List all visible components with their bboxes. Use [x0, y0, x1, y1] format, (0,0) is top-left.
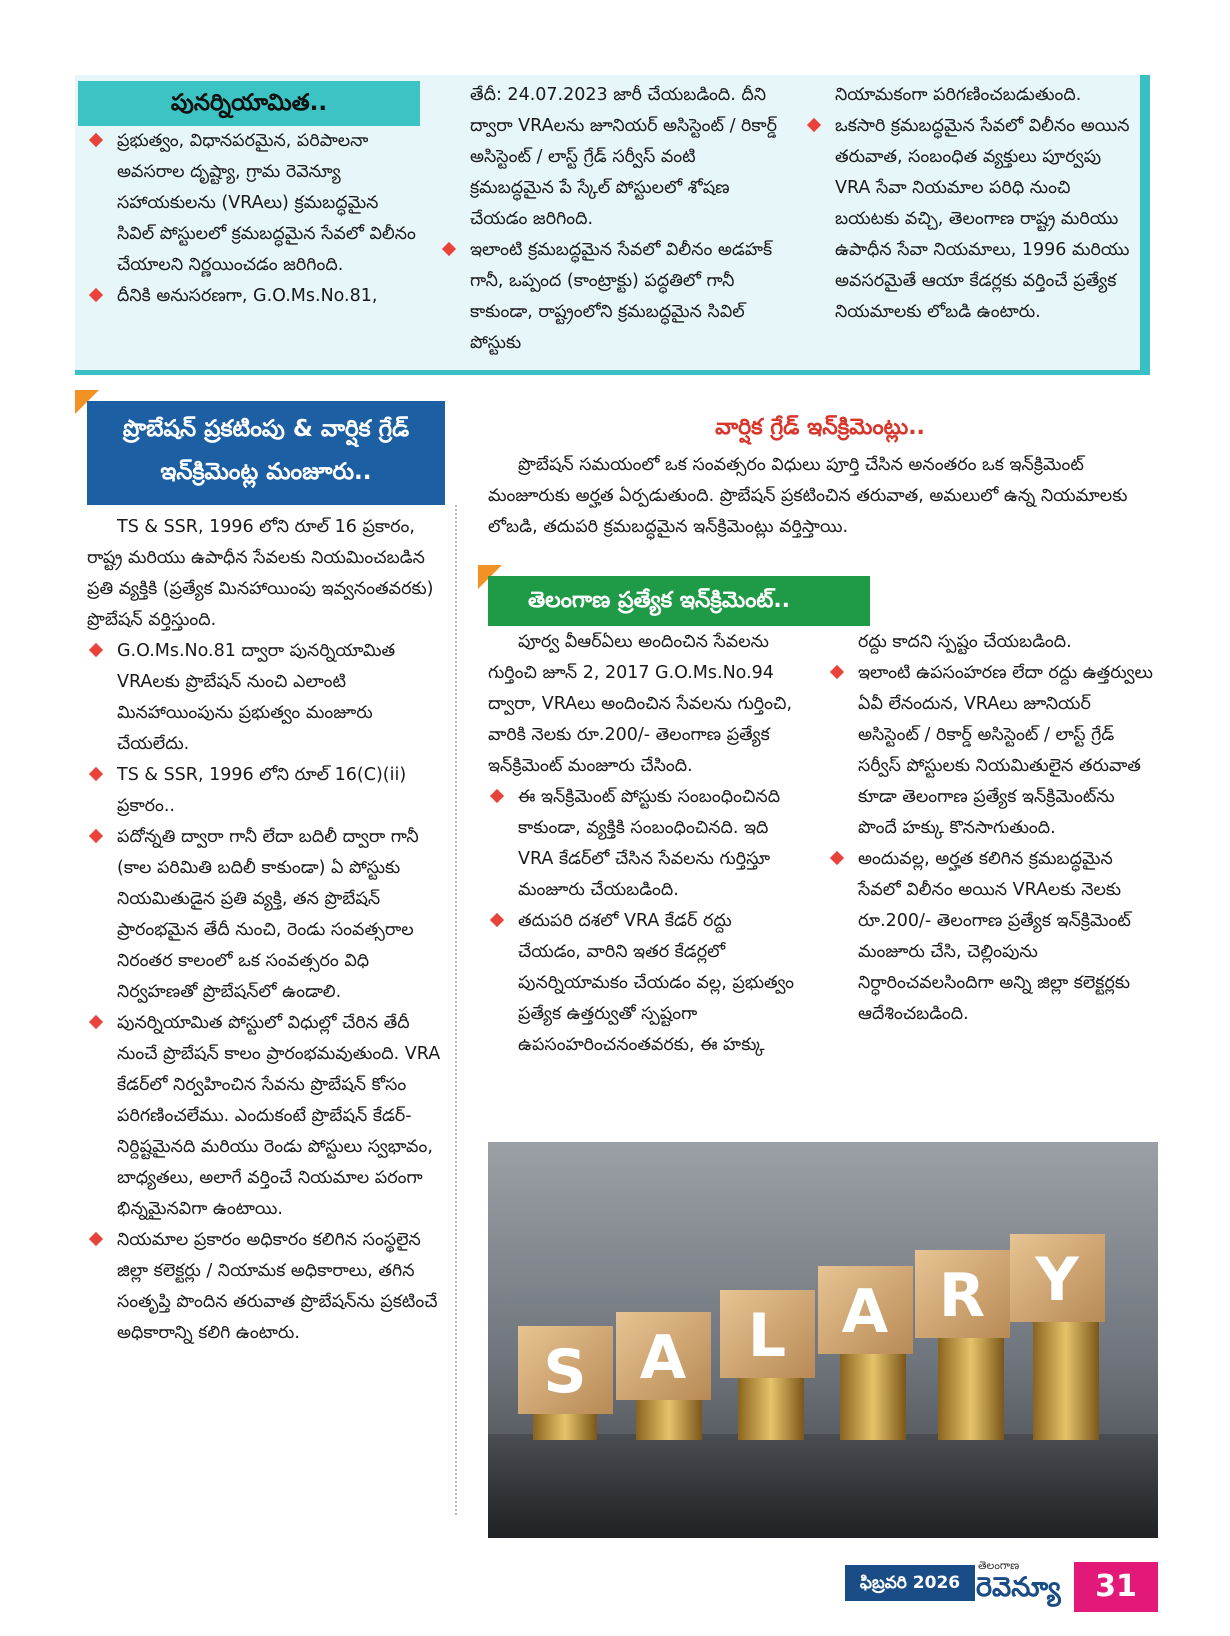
list-item: అందువల్ల, అర్హత కలిగిన క్రమబద్ధమైన సేవలో విలీనం అయిన VRAలకు నెలకు రూ.200/- తెలంగాణ ప్రత్యేక ఇన్‌క్రిమెంట్ మంజూరు చేసి, చెల్లింపును నిర్ధారించవలసిందిగా అన్ని జిల్లా కలెక్టర్లకు ఆదేశించబడింది. [828, 844, 1153, 1030]
list-item: ఒకసారి క్రమబద్ధమైన సేవలో విలీనం అయిన తరువాత, సంబంధిత వ్యక్తులు పూర్వపు VRA సేవా నియమాల పరిధి నుంచి బయటకు వచ్చి, తెలంగాణ రాష్ట్ర మరియు ఉపాధీన సేవా నియమాలు, 1996 మరియు అవసరమైతే ఆయా కేడర్లకు వర్తించే ప్రత్యేక నియమాలకు లోబడి ఉంటారు. [805, 111, 1135, 328]
telangana-col2-para: రద్దు కాదని స్పష్టం చేయబడింది. [858, 632, 1072, 652]
diamond-bullet-icon [89, 133, 103, 147]
salary-letter: A [639, 1323, 687, 1393]
brand-prefix: తెలంగాణ [978, 1559, 1020, 1572]
annual-increment-heading: వార్షిక గ్రేడ్ ఇన్‌క్రిమెంట్లు.. [715, 415, 925, 440]
probation-column [87, 512, 442, 1349]
list-item: తదుపరి దశలో VRA కేడర్ రద్దు చేయడం, వారిని ఇతర కేడర్లలో పునర్నియామకం చేయడం వల్ల, ప్రభుత్వం ప్రత్యేక ఉత్తర్వుతో స్పష్టంగా ఉపసంహరించనంతవరకు, ఈ హక్కు [488, 906, 798, 1061]
telangana-increment-heading: తెలంగాణ ప్రత్యేక ఇన్‌క్రిమెంట్.. [488, 576, 870, 626]
list-item: పదోన్నతి ద్వారా గానీ లేదా బదిలీ ద్వారా గానీ (కాల పరిమితి బదిలీ కాకుండా) ఏ పోస్టుకు నియమితుడైన ప్రతి వ్యక్తి, తన ప్రొబేషన్ ప్రారంభమైన తేదీ నుంచి, రెండు సంవత్సరాల నిరంతర కాలంలో ఒక సంవత్సరం విధి నిర్వహణతో ప్రొబేషన్‌లో ఉండాలి. [87, 822, 442, 1008]
intro-col2-para: తేదీ: 24.07.2023 జారీ చేయబడింది. దీని ద్వారా VRAలను జూనియర్ అసిస్టెంట్ / రికార్డ్ అసిస్టెంట్ / లాస్ట్ గ్రేడ్ సర్వీస్ వంటి క్రమబద్ధమైన పే స్కేల్ పోస్టులలో శోషణ చేయడం జరిగింది. [470, 85, 777, 229]
telangana-intro: పూర్వ వీఆర్ఏలు అందించిన సేవలను గుర్తించి జూన్ 2, 2017 G.O.Ms.No.94 ద్వారా, VRAలు అందించిన సేవలను గుర్తించి, వారికి నెలకు రూ.200/- తెలంగాణ ప్రత్యేక ఇన్‌క్రిమెంట్ మంజూరు చేసింది. [488, 632, 793, 776]
intro-box-edge [1140, 75, 1150, 375]
telangana-column-1 [488, 627, 798, 1061]
salary-letter: S [543, 1337, 587, 1407]
salary-letter: L [747, 1301, 787, 1371]
diamond-bullet-icon [442, 242, 456, 256]
page-number: 31 [1074, 1562, 1158, 1612]
diamond-bullet-icon [490, 913, 504, 927]
list-item: ఇలాంటి ఉపసంహరణ లేదా రద్దు ఉత్తర్వులు ఏవీ లేనందున, VRAలు జూనియర్ అసిస్టెంట్ / రికార్డ్ అసిస్టెంట్ / లాస్ట్ గ్రేడ్ సర్వీస్ పోస్టులకు నియమితులైన తరువాత కూడా తెలంగాణ ప్రత్యేక ఇన్‌క్రిమెంట్‌ను పొందే హక్కు కొనసాగుతుంది. [828, 658, 1153, 844]
telangana-column-2 [828, 627, 1153, 1030]
diamond-bullet-icon [830, 851, 844, 865]
issue-date: ఫిబ్రవరి 2026 [845, 1565, 975, 1601]
column-divider [455, 505, 457, 1515]
list-item: ఈ ఇన్‌క్రిమెంట్ పోస్టుకు సంబంధించినది కాకుండా, వ్యక్తికి సంబంధించినది. ఇది VRA కేడర్‌లో చేసిన సేవలను గుర్తిస్తూ మంజూరు చేయబడింది. [488, 782, 798, 906]
intro-col3-para: నియామకంగా పరిగణించబడుతుంది. [835, 85, 1082, 105]
annual-increment-text: ప్రొబేషన్ సమయంలో ఒక సంవత్సరం విధులు పూర్తి చేసిన అనంతరం ఒక ఇన్‌క్రిమెంట్ మంజూరుకు అర్హత ఏర్పడుతుంది. ప్రొబేషన్ ప్రకటించిన తరువాత, అమలులో ఉన్న నియమాలకు లోబడి, తదుపరి క్రమబద్ధమైన ఇన్‌క్రిమెంట్లు వర్తిస్తాయి. [488, 455, 1128, 537]
diamond-bullet-icon [807, 118, 821, 132]
probation-intro: TS & SSR, 1996 లోని రూల్ 16 ప్రకారం, రాష్ట్ర మరియు ఉపాధీన సేవలకు నియమించబడిన ప్రతి వ్యక్తికి (ప్రత్యేక మినహాయింపు ఇవ్వనంతవరకు) ప్రొబేషన్ వర్తిస్తుంది. [87, 517, 434, 630]
diamond-bullet-icon [830, 665, 844, 679]
salary-photo [488, 1142, 1158, 1538]
list-item: నియమాల ప్రకారం అధికారం కలిగిన సంస్థలైన జిల్లా కలెక్టర్లు / నియామక అధికారాలు, తగిన సంతృప్తి పొందిన తరువాత ప్రొబేషన్‌ను ప్రకటించే అధికారాన్ని కలిగి ఉంటారు. [87, 1225, 442, 1349]
intro-column-1 [87, 126, 417, 312]
diamond-bullet-icon [490, 789, 504, 803]
list-item: ప్రభుత్వం, విధానపరమైన, పరిపాలనా అవసరాల దృష్ట్యా, గ్రామ రెవెన్యూ సహాయకులను (VRAలు) క్రమబద్ధమైన సివిల్ పోస్టులలో క్రమబద్ధమైన సేవలో విలీనం చేయాలని నిర్ణయించడం జరిగింది. [87, 126, 417, 281]
intro-box-bottom [75, 370, 1150, 375]
diamond-bullet-icon [89, 1015, 103, 1029]
list-item: G.O.Ms.No.81 ద్వారా పునర్నియామిత VRAలకు ప్రొబేషన్ నుంచి ఎలాంటి మినహాయింపును ప్రభుత్వం మంజూరు చేయలేదు. [87, 636, 442, 760]
list-item: దీనికి అనుసరణగా, G.O.Ms.No.81, [87, 281, 417, 312]
diamond-bullet-icon [89, 767, 103, 781]
brand-logo: రెవెన్యూ [976, 1572, 1061, 1603]
diamond-bullet-icon [89, 643, 103, 657]
diamond-bullet-icon [89, 288, 103, 302]
intro-column-2 [440, 80, 780, 359]
diamond-bullet-icon [89, 829, 103, 843]
salary-letter: A [841, 1277, 889, 1347]
intro-heading: పునర్నియామిత.. [78, 81, 420, 126]
salary-letter: Y [1035, 1245, 1079, 1315]
salary-illustration [488, 1142, 1158, 1538]
diamond-bullet-icon [89, 1232, 103, 1246]
list-item: పునర్నియామిత పోస్టులో విధుల్లో చేరిన తేదీ నుంచే ప్రొబేషన్ కాలం ప్రారంభమవుతుంది. VRA కేడర్‌లో నిర్వహించిన సేవను ప్రొబేషన్ కోసం పరిగణించలేము. ఎందుకంటే ప్రొబేషన్ కేడర్-నిర్దిష్టమైనది మరియు రెండు పోస్టులు స్వభావం, బాధ్యతలు, అలాగే వర్తించే నియమాల పరంగా భిన్నమైనవిగా ఉంటాయి. [87, 1008, 442, 1225]
list-item: TS & SSR, 1996 లోని రూల్ 16(C)(ii) ప్రకారం.. [87, 760, 442, 822]
intro-column-3 [805, 80, 1135, 328]
list-item: ఇలాంటి క్రమబద్ధమైన సేవలో విలీనం అడహక్ గానీ, ఒప్పంద (కాంట్రాక్టు) పద్ధతిలో గానీ కాకుండా, రాష్ట్రంలోని క్రమబద్ధమైన సివిల్ పోస్టుకు [440, 235, 780, 359]
salary-letter: R [938, 1261, 986, 1331]
probation-heading: ప్రొబేషన్ ప్రకటింపు & వార్షిక గ్రేడ్ ఇన్‌క్రిమెంట్ల మంజూరు.. [87, 401, 445, 505]
